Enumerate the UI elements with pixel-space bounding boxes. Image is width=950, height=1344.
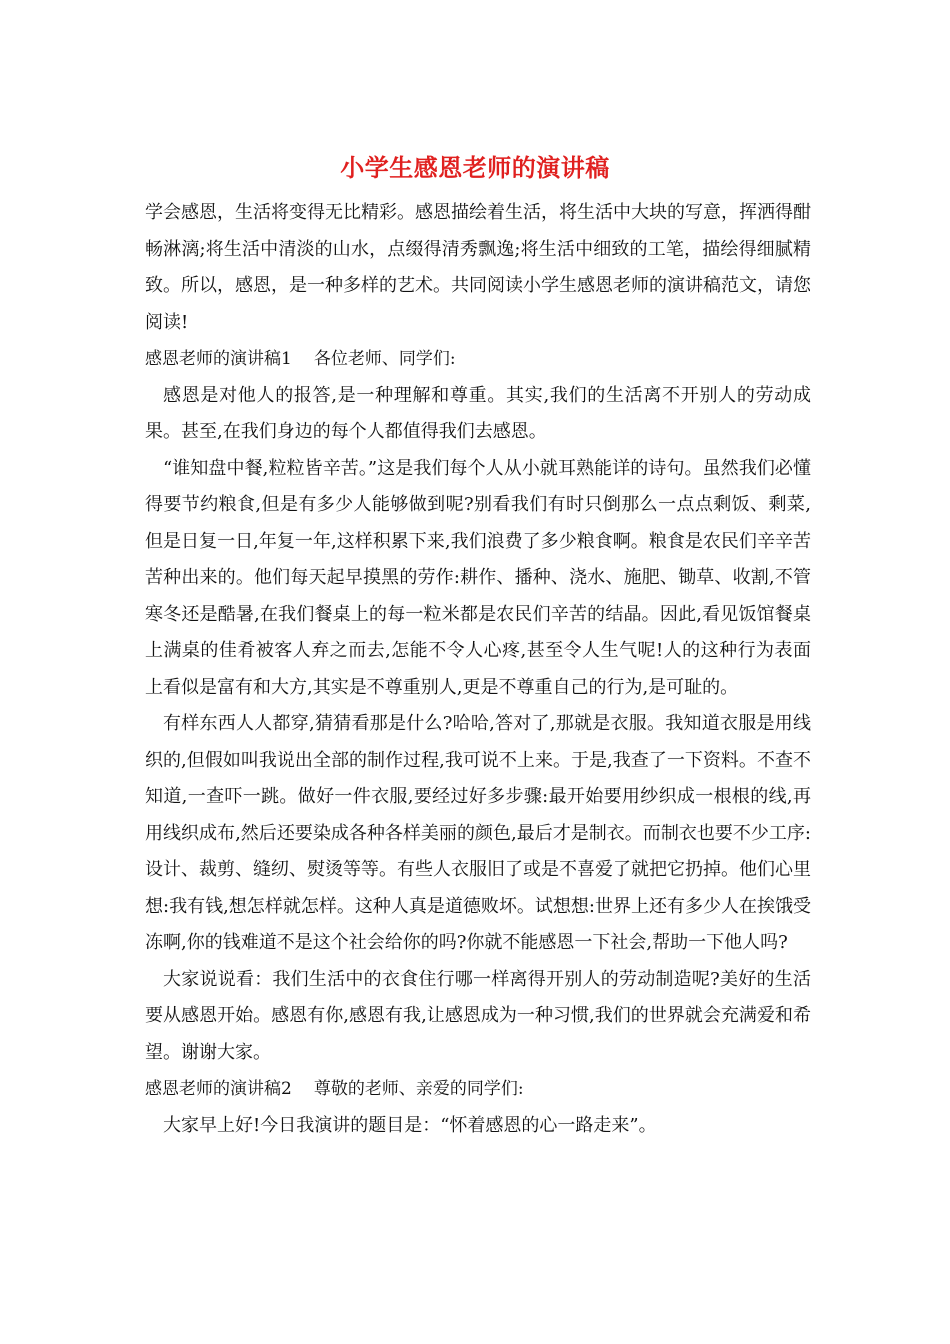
speech1-paragraph-1: 感恩是对他人的报答,是一种理解和尊重。其实,我们的生活离不开别人的劳动成果。甚至,在我们身边的每个人都值得我们去感恩。 (145, 384, 811, 442)
speech2-heading (145, 1071, 811, 1108)
speech1-greeting: 各位老师、同学们: (313, 349, 456, 369)
speech1-paragraph-4: 大家说说看：我们生活中的衣食住行哪一样离得开别人的劳动制造呢?美好的生活要从感恩开始。感恩有你,感恩有我,让感恩成为一种习惯,我们的世界就会充满爱和希望。谢谢大家。 (145, 968, 811, 1063)
document-body (145, 195, 811, 1144)
speech2-label: 感恩老师的演讲稿2 (145, 1079, 292, 1099)
speech1-paragraph-2: “谁知盘中餐,粒粒皆辛苦。”这是我们每个人从小就耳熟能详的诗句。虽然我们必懂得要节约粮食,但是有多少人能够做到呢?别看我们有时只倒那么一点点剩饭、剩菜,但是日复一日,年复一年,这样积累下来,我们浪费了多少粮食啊。粮食是农民们辛辛苦苦种出来的。他们每天起早摸黑的劳作:耕作、播种、浇水、施肥、锄草、收割,不管寒冬还是酷暑,在我们餐桌上的每一粒米都是农民们辛苦的结晶。因此,看见饭馆餐桌上满桌的佳肴被客人弃之而去,怎能不令人心疼,甚至令人生气呢!人的这种行为表面上看似是富有和大方,其实是不尊重别人,更是不尊重自己的行为,是可耻的。 (145, 457, 811, 698)
speech1-heading (145, 341, 811, 378)
speech2-paragraph-1: 大家早上好!今日我演讲的题目是：“怀着感恩的心一路走来”。 (163, 1114, 657, 1136)
speech2-greeting: 尊敬的老师、亲爱的同学们: (313, 1079, 524, 1099)
speech1-paragraph-3: 有样东西人人都穿,猜猜看那是什么?哈哈,答对了,那就是衣服。我知道衣服是用线织的,但假如叫我说出全部的制作过程,我可说不上来。于是,我查了一下资料。不查不知道,一查吓一跳。做好一件衣服,要经过好多步骤:最开始要用纱织成一根根的线,再用线织成布,然后还要染成各种各样美丽的颜色,最后才是制衣。而制衣也要不少工序:设计、裁剪、缝纫、熨烫等等。有些人衣服旧了或是不喜爱了就把它扔掉。他们心里想:我有钱,想怎样就怎样。这种人真是道德败坏。试想想:世界上还有多少人在挨饿受冻啊,你的钱难道不是这个社会给你的吗?你就不能感恩一下社会,帮助一下他人吗? (145, 713, 811, 953)
document-title: 小学生感恩老师的演讲稿 (340, 153, 610, 182)
speech1-label: 感恩老师的演讲稿1 (145, 349, 292, 369)
intro-paragraph: 学会感恩，生活将变得无比精彩。感恩描绘着生活，将生活中大块的写意，挥洒得酣畅淋漓;将生活中清淡的山水，点缀得清秀飘逸;将生活中细致的工笔，描绘得细腻精致。所以，感恩，是一种多样的艺术。共同阅读小学生感恩老师的演讲稿范文，请您阅读! (145, 202, 811, 333)
